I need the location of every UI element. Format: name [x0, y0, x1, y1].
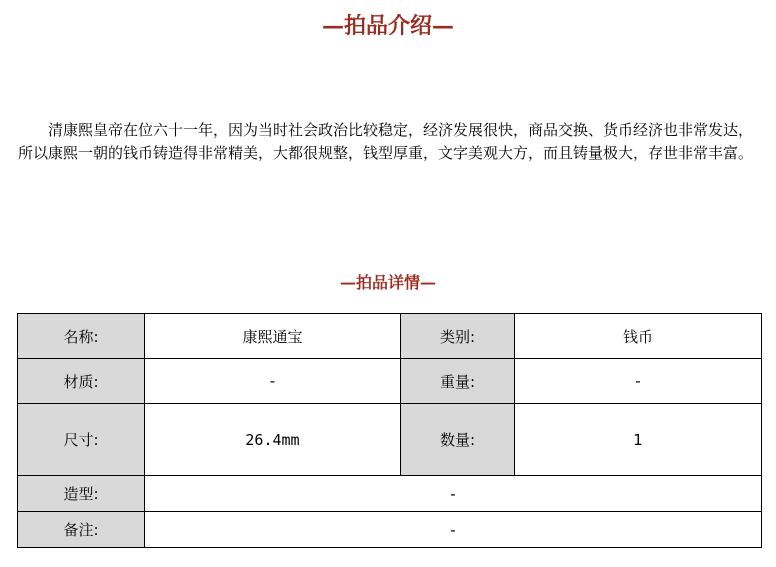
- name-label: 名称:: [18, 314, 145, 359]
- material-label: 材质:: [18, 359, 145, 404]
- details-table: [17, 313, 762, 548]
- table-row: [18, 314, 762, 359]
- quantity-value: 1: [515, 404, 762, 476]
- category-label: 类别:: [401, 314, 515, 359]
- shape-label: 造型:: [18, 476, 145, 512]
- table-row: [18, 404, 762, 476]
- table-row: [18, 359, 762, 404]
- intro-section-title: —拍品介绍—: [321, 13, 454, 39]
- intro-paragraph: 清康熙皇帝在位六十一年，因为当时社会政治比较稳定，经济发展很快，商品交换、货币经济也非常发达，所以康熙一朝的钱币铸造得非常精美，大都很规整，钱型厚重，文字美观大方，而且铸量极大，存世非常丰富。: [18, 121, 754, 162]
- size-label: 尺寸:: [18, 404, 145, 476]
- table-row: [18, 476, 762, 512]
- name-value: 康熙通宝: [145, 314, 401, 359]
- weight-value: -: [515, 359, 762, 404]
- category-value: 钱币: [515, 314, 762, 359]
- shape-value: -: [145, 476, 762, 512]
- table-row: [18, 512, 762, 548]
- material-value: -: [145, 359, 401, 404]
- size-value: 26.4mm: [145, 404, 401, 476]
- remarks-value: -: [145, 512, 762, 548]
- quantity-label: 数量:: [401, 404, 515, 476]
- remarks-label: 备注:: [18, 512, 145, 548]
- details-section-title: —拍品详情—: [339, 273, 436, 292]
- weight-label: 重量:: [401, 359, 515, 404]
